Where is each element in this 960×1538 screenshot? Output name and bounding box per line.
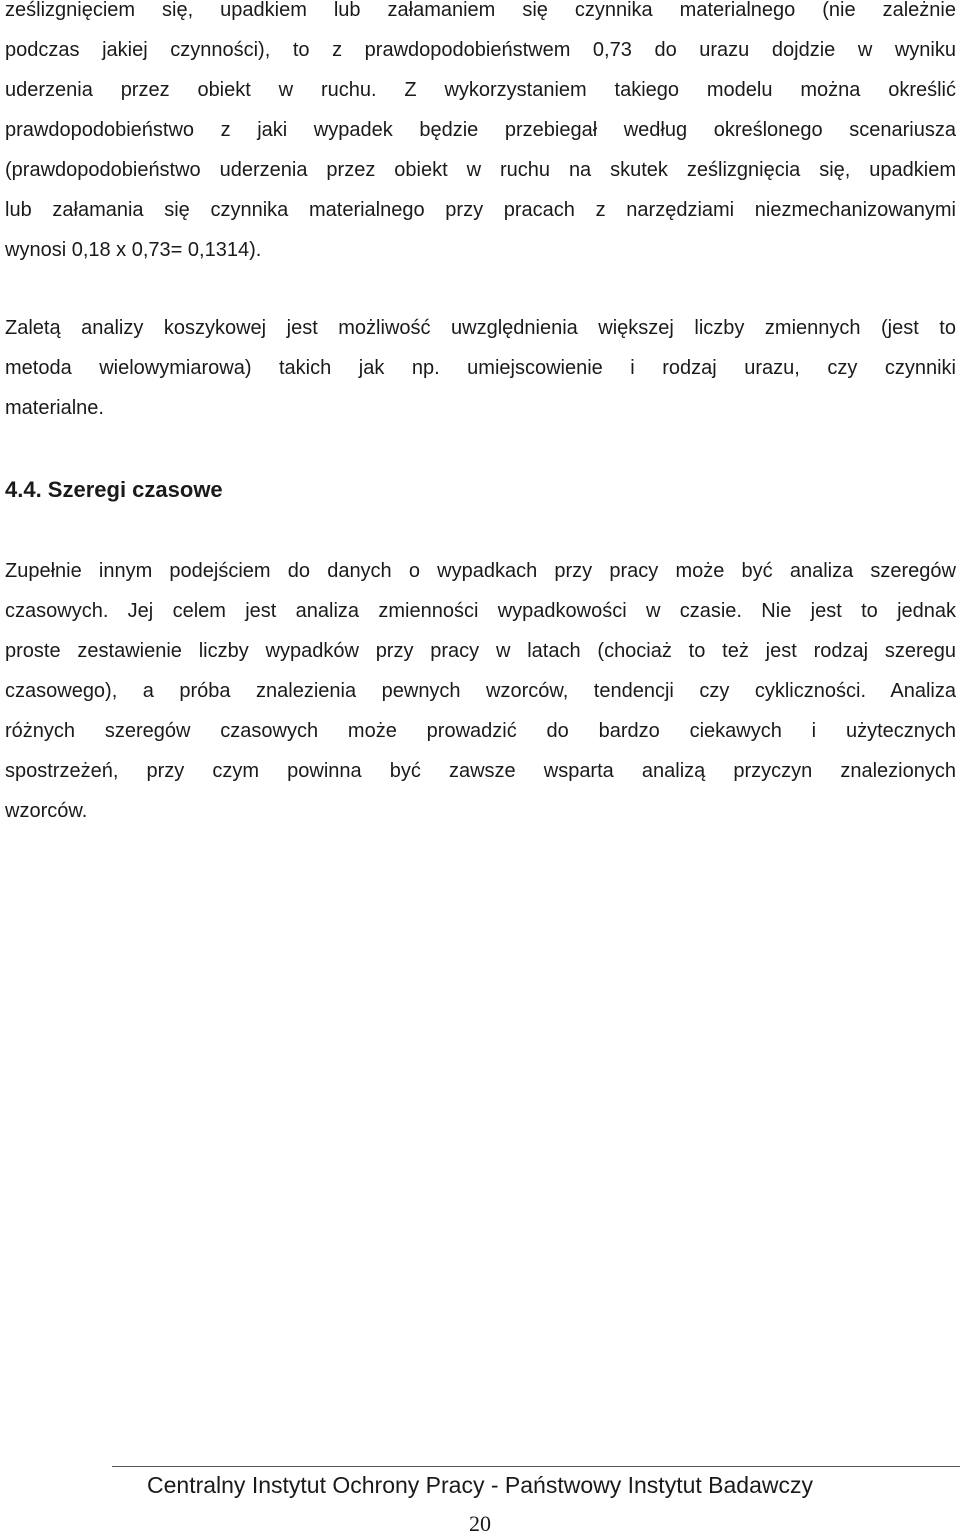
paragraph-line: metoda wielowymiarowa) takich jak np. umiejscowienie i rodzaj urazu, czy czynniki [5, 357, 956, 379]
paragraph-line: uderzenia przez obiekt w ruchu. Z wykorzystaniem takiego modelu można określić [5, 79, 956, 101]
paragraph-2 [5, 308, 956, 428]
paragraph-line: Zaletą analizy koszykowej jest możliwość uwzględnienia większej liczby zmiennych (jest to [5, 317, 956, 339]
paragraph-line: wzorców. [5, 800, 88, 822]
paragraph-line: podczas jakiej czynności), to z prawdopodobieństwem 0,73 do urazu dojdzie w wyniku [5, 39, 956, 61]
footer-institution: Centralny Instytut Ochrony Pracy - Państwowy Instytut Badawczy [147, 1472, 813, 1498]
paragraph-line: spostrzeżeń, przy czym powinna być zawsze wsparta analizą przyczyn znalezionych [5, 760, 956, 782]
paragraph-line: czasowych. Jej celem jest analiza zmienności wypadkowości w czasie. Nie jest to jednak [5, 600, 956, 622]
paragraph-line: lub załamania się czynnika materialnego przy pracach z narzędziami niezmechanizowanymi [5, 199, 956, 221]
paragraph-line: proste zestawienie liczby wypadków przy pracy w latach (chociaż to też jest rodzaj szeregu [5, 640, 956, 662]
paragraph-line: wynosi 0,18 x 0,73= 0,1314). [5, 239, 262, 261]
paragraph-line: (prawdopodobieństwo uderzenia przez obiekt w ruchu na skutek ześlizgnięcia się, upadkiem [5, 159, 956, 181]
paragraph-1 [5, 0, 956, 270]
paragraph-line: różnych szeregów czasowych może prowadzić do bardzo ciekawych i użytecznych [5, 720, 956, 742]
paragraph-line: Zupełnie innym podejściem do danych o wypadkach przy pracy może być analiza szeregów [5, 560, 956, 582]
paragraph-3 [5, 551, 956, 831]
paragraph-line: materialne. [5, 397, 104, 419]
page-number: 20 [469, 1511, 491, 1536]
paragraph-line: czasowego), a próba znalezienia pewnych wzorców, tendencji czy cykliczności. Analiza [5, 680, 956, 702]
footer-divider [112, 1466, 960, 1467]
section-heading: 4.4. Szeregi czasowe [5, 477, 223, 502]
paragraph-line: ześlizgnięciem się, upadkiem lub załamaniem się czynnika materialnego (nie zależnie [5, 0, 956, 21]
paragraph-line: prawdopodobieństwo z jaki wypadek będzie przebiegał według określonego scenariusza [5, 119, 956, 141]
